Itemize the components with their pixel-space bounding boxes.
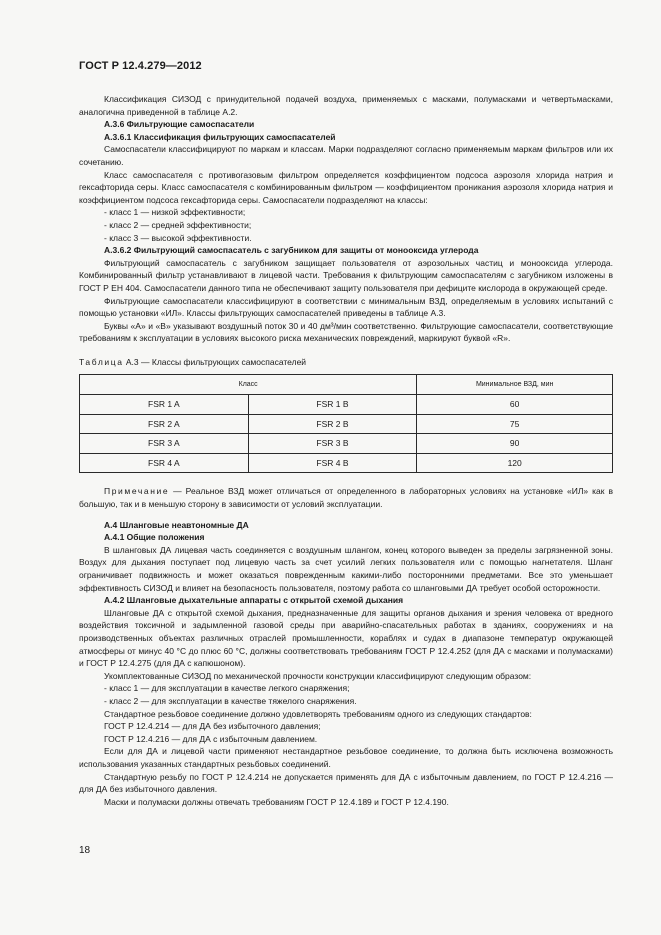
section-heading-a4: А.4 Шланговые неавтономные ДА xyxy=(104,519,249,530)
paragraph: ГОСТ Р 12.4.214 — для ДА без избыточного давления; xyxy=(104,721,321,732)
table-caption xyxy=(79,356,613,369)
table-caption-prefix: Таблица xyxy=(79,356,124,367)
paragraph: ГОСТ Р 12.4.216 — для ДА с избыточным давлением. xyxy=(104,733,318,744)
paragraph: Если для ДА и лицевой части применяют нестандартное резьбовое соединение, то должна быть исключена возможность использования указанных стандартных резьбовых соединений. xyxy=(79,746,613,769)
paragraph: Фильтрующий самоспасатель с загубником защищает пользователя от аэрозольных частиц и монооксида углерода. Комбинированный фильтр устанавливают в лицевой части. Требования к фильтрующим самоспасателям с загубником изложены в ГОСТ Р ЕН 404. Самоспасатели данного типа не обеспечивают защиту пользователя при дефиците кислорода в окружающей среде. xyxy=(79,257,613,293)
table-cell: FSR 3 A xyxy=(80,434,249,454)
section-heading-a362: А.3.6.2 Фильтрующий самоспасатель с загубником для защиты от монооксида углерода xyxy=(104,245,479,256)
section-heading-a42: А.4.2 Шланговые дыхательные аппараты с открытой схемой дыхания xyxy=(104,595,404,606)
table-header-row xyxy=(80,375,613,395)
table-row xyxy=(80,395,613,415)
note-text: — Реальное ВЗД может отличаться от определенного в лабораторных условиях на установке «ИЛ» как в большую, так и в меньшую сторону в зависимости от условий эксплуатации. xyxy=(79,486,613,510)
paragraph: Фильтрующие самоспасатели классифицируют в соответствии с минимальным ВЗД, определяемым в условиях испытаний с помощью установки «ИЛ». Классы фильтрующих самоспасателей приведены в таблице А.3. xyxy=(79,295,613,319)
list-item: - класс 2 — для эксплуатации в качестве тяжелого снаряжения. xyxy=(104,695,357,706)
intro-paragraph: Классификация СИЗОД с принудительной подачей воздуха, применяемых с масками, полумасками и четвертьмасками, аналогична приведенной в таблице А.2. xyxy=(79,94,613,117)
paragraph: Самоспасатели классифицируют по маркам и классам. Марки подразделяют согласно применяемым маркам фильтров или их сочетанию. xyxy=(79,144,613,167)
table-cell: FSR 4 B xyxy=(248,453,417,473)
document-body xyxy=(79,93,613,808)
page-number: 18 xyxy=(79,845,91,856)
section-heading-a361: А.3.6.1 Классификация фильтрующих самоспасателей xyxy=(104,131,336,142)
document-header: ГОСТ Р 12.4.279—2012 xyxy=(79,60,202,72)
paragraph: Стандартную резьбу по ГОСТ Р 12.4.214 не допускается применять для ДА с избыточным давлением, по ГОСТ Р 12.4.216 — для ДА без избыточного давления. xyxy=(79,771,613,795)
list-item: - класс 1 — для эксплуатации в качестве легкого снаряжения; xyxy=(104,683,350,694)
table-cell: FSR 1 B xyxy=(248,395,417,415)
table-row xyxy=(80,434,613,454)
list-item: - класс 3 — высокой эффективности. xyxy=(104,232,252,243)
table-note xyxy=(79,485,613,510)
paragraph: Укомплектованные СИЗОД по механической прочности конструкции классифицируют следующим образом: xyxy=(104,670,532,681)
table-cell: FSR 1 A xyxy=(80,395,249,415)
section-heading-a41: А.4.1 Общие положения xyxy=(104,532,205,543)
paragraph: Класс самоспасателя с противогазовым фильтром определяется коэффициентом подсоса аэрозоля хлорида натрия и гексафторида серы. Класс самоспасателя с комбинированным фильтром — коэффициентом проникания аэрозоля хлорида натрия и коэффициентом подсоса гексафторида серы. Самоспасатели подразделяют на классы: xyxy=(79,169,613,205)
table-header-class: Класс xyxy=(80,375,417,395)
note-label: Примечание xyxy=(104,486,170,497)
table-header-min: Минимальное ВЗД, мин xyxy=(417,375,613,395)
table-cell: 90 xyxy=(417,434,613,454)
paragraph: Шланговые ДА с открытой схемой дыхания, предназначенные для защиты органов дыхания и зрения человека от вредного воздействия токсичной и задымленной газовой среды при аварийно-спасательных работах в зданиях, сооружениях и на производственных объектах различных отраслей промышленности, кораблях и судах в диапазоне температур окружающей атмосферы от минус 40 °С до плюс 60 °С, должны соответствовать требованиям ГОСТ Р 12.4.252 (для ДА с масками и полумасками) и ГОСТ Р 12.4.275 (для ДА с капюшоном). xyxy=(79,607,613,669)
table-cell: 75 xyxy=(417,414,613,434)
table-cell: FSR 4 A xyxy=(80,453,249,473)
table-cell: FSR 2 B xyxy=(248,414,417,434)
paragraph: В шланговых ДА лицевая часть соединяется с воздушным шлангом, конец которого выведен за пределы загрязненной зоны. Воздух для дыхания поступает под лицевую часть за счет усилий легких пользователя или с помощью нагнетателя. Шланг ограничивает подвижность и может оказаться поврежденным какими-либо посторонними предметами. Все это уменьшает эффективность СИЗОД и влияет на безопасность пользователя, поэтому работа со шланговыми ДА требует особой осторожности. xyxy=(79,544,613,593)
table-cell: 120 xyxy=(417,453,613,473)
list-item: - класс 1 — низкой эффективности; xyxy=(104,207,246,218)
table-row xyxy=(80,453,613,473)
table-cell: FSR 2 A xyxy=(80,414,249,434)
table-caption-title: А.3 — Классы фильтрующих самоспасателей xyxy=(123,356,307,367)
paragraph: Буквы «А» и «В» указывают воздушный поток 30 и 40 дм³/мин соответственно. Фильтрующие самоспасатели, соответствующие требованиям к эксплуатации в условиях высокого риска механических повреждений, маркируют буквой «R». xyxy=(79,320,613,344)
section-heading-a36: А.3.6 Фильтрующие самоспасатели xyxy=(104,119,255,130)
table-cell: 60 xyxy=(417,395,613,415)
paragraph: Стандартное резьбовое соединение должно удовлетворять требованиям одного из следующих стандартов: xyxy=(104,708,532,719)
table-row xyxy=(80,414,613,434)
table-cell: FSR 3 B xyxy=(248,434,417,454)
list-item: - класс 2 — средней эффективности; xyxy=(104,219,252,230)
classes-table xyxy=(79,374,613,473)
paragraph: Маски и полумаски должны отвечать требованиям ГОСТ Р 12.4.189 и ГОСТ Р 12.4.190. xyxy=(104,796,449,807)
